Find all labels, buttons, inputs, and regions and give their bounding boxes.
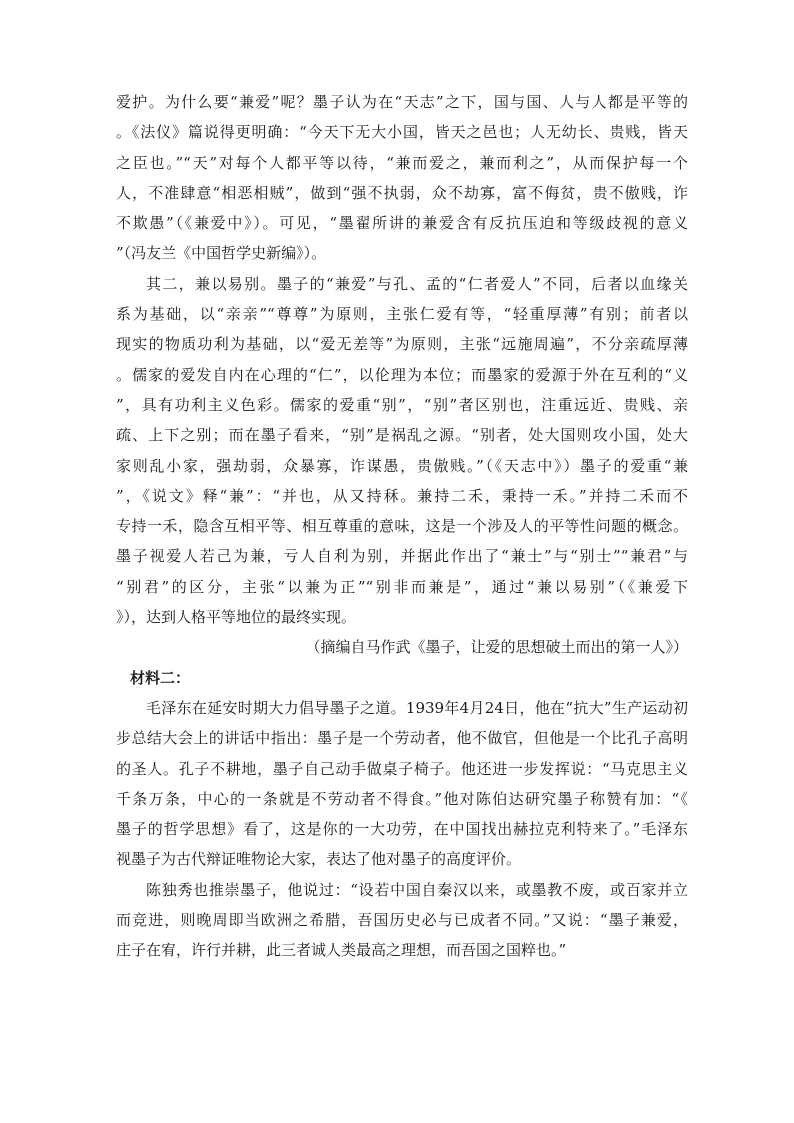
document-page (116, 87, 688, 966)
text-line: 》），达到人格平等地位的最终实现。 (116, 608, 357, 627)
text-line: 。《法仪》篇说得更明确：“今天下无大小国，皆天之邑也；人无幼长、贵贱，皆天 (116, 123, 688, 142)
text-line: 其二，兼以易别。墨子的“兼爱”与孔、孟的“仁者爱人”不同，后者以血缘关 (146, 274, 688, 293)
text-line: 系为基础，以“亲亲”“尊尊”为原则，主张仁爱有等，“轻重厚薄”有别；前者以 (116, 305, 688, 324)
paragraph (116, 87, 688, 269)
text-line: 之臣也。”“天”对每个人都平等以待，“兼而爱之，兼而利之”，从而保护每一个 (116, 153, 688, 172)
text-line: 的圣人。孔子不耕地，墨子自己动手做桌子椅子。他还进一步发挥说：“马克思主义 (116, 759, 688, 778)
text-line: 步总结大会上的讲话中指出：墨子是一个劳动者，他不做官，但他是一个比孔子高明 (116, 729, 688, 748)
paragraph (116, 875, 688, 966)
text-line: 爱护。为什么要“兼爱”呢？墨子认为在“天志”之下，国与国、人与人都是平等的 (116, 93, 688, 111)
text-line: 疏、上下之别；而在墨子看来，“别”是祸乱之源。“别者，处大国则攻小国，处大 (116, 426, 688, 445)
section-heading: 材料二： (130, 668, 191, 687)
text-line: 千条万条，中心的一条就是不劳动者不得食。”他对陈伯达研究墨子称赞有加：“《 (116, 789, 688, 808)
paragraph (116, 269, 688, 633)
paragraph (116, 693, 688, 875)
text-line: “别君”的区分，主张“以兼为正”“别非而兼是”，通过“兼以易别”（《兼爱下 (116, 577, 688, 596)
text-line: 不欺愚”（《兼爱中》）。可见，“墨翟所讲的兼爱含有反抗压迫和等级歧视的意义 (116, 214, 688, 233)
source-citation: （摘编自马作武《墨子，让爱的思想破土而出的第一人》） (305, 638, 688, 657)
text-line: 墨子视爱人若己为兼，亏人自利为别，并据此作出了“兼士”与“别士”“兼君”与 (116, 547, 688, 566)
text-line: ”，具有功利主义色彩。儒家的爱重“别”，“别”者区别也，注重远近、贵贱、亲 (116, 395, 688, 414)
text-line: 现实的物质功利为基础，以“爱无差等”为原则，主张“远施周遍”，不分亲疏厚薄 (116, 335, 688, 354)
text-line: 毛泽东在延安时期大力倡导墨子之道。1939年4月24日，他在“抗大”生产运动初 (146, 698, 688, 717)
text-line: 人，不准肆意“相恶相贼”，做到“强不执弱，众不劫寡，富不侮贫，贵不傲贱，诈 (116, 183, 688, 202)
text-line: ”，《说文》释“兼”：“并也，从又持秝。兼持二禾，秉持一禾。”并持二禾而不 (116, 486, 688, 505)
text-line: 陈独秀也推崇墨子，他说过：“设若中国自秦汉以来，或墨教不废，或百家并立 (146, 880, 688, 899)
text-line: 专持一禾，隐含互相平等、相互尊重的意味，这是一个涉及人的平等性问题的概念。 (116, 517, 688, 536)
text-line: 而竞进，则晚周即当欧洲之希腊，吾国历史必与已成者不同。”又说：“墨子兼爱， (116, 911, 688, 930)
text-line: 家则乱小家，强劫弱，众暴寡，诈谋愚，贵傲贱。”（《天志中》）墨子的爱重“兼 (116, 456, 688, 475)
text-line: 庄子在宥，许行并耕，此三者诚人类最高之理想，而吾国之国粹也。” (116, 941, 567, 960)
text-line: 。儒家的爱发自内在心理的“仁”，以伦理为本位；而墨家的爱源于外在互利的“义 (116, 365, 688, 384)
text-line: 视墨子为古代辩证唯物论大家，表达了他对墨子的高度评价。 (116, 850, 522, 869)
text-line: ”（冯友兰《中国哲学史新编》）。 (116, 244, 327, 263)
text-line: 墨子的哲学思想》看了，这是你的一大功劳，在中国找出赫拉克利特来了。”毛泽东 (116, 820, 688, 839)
